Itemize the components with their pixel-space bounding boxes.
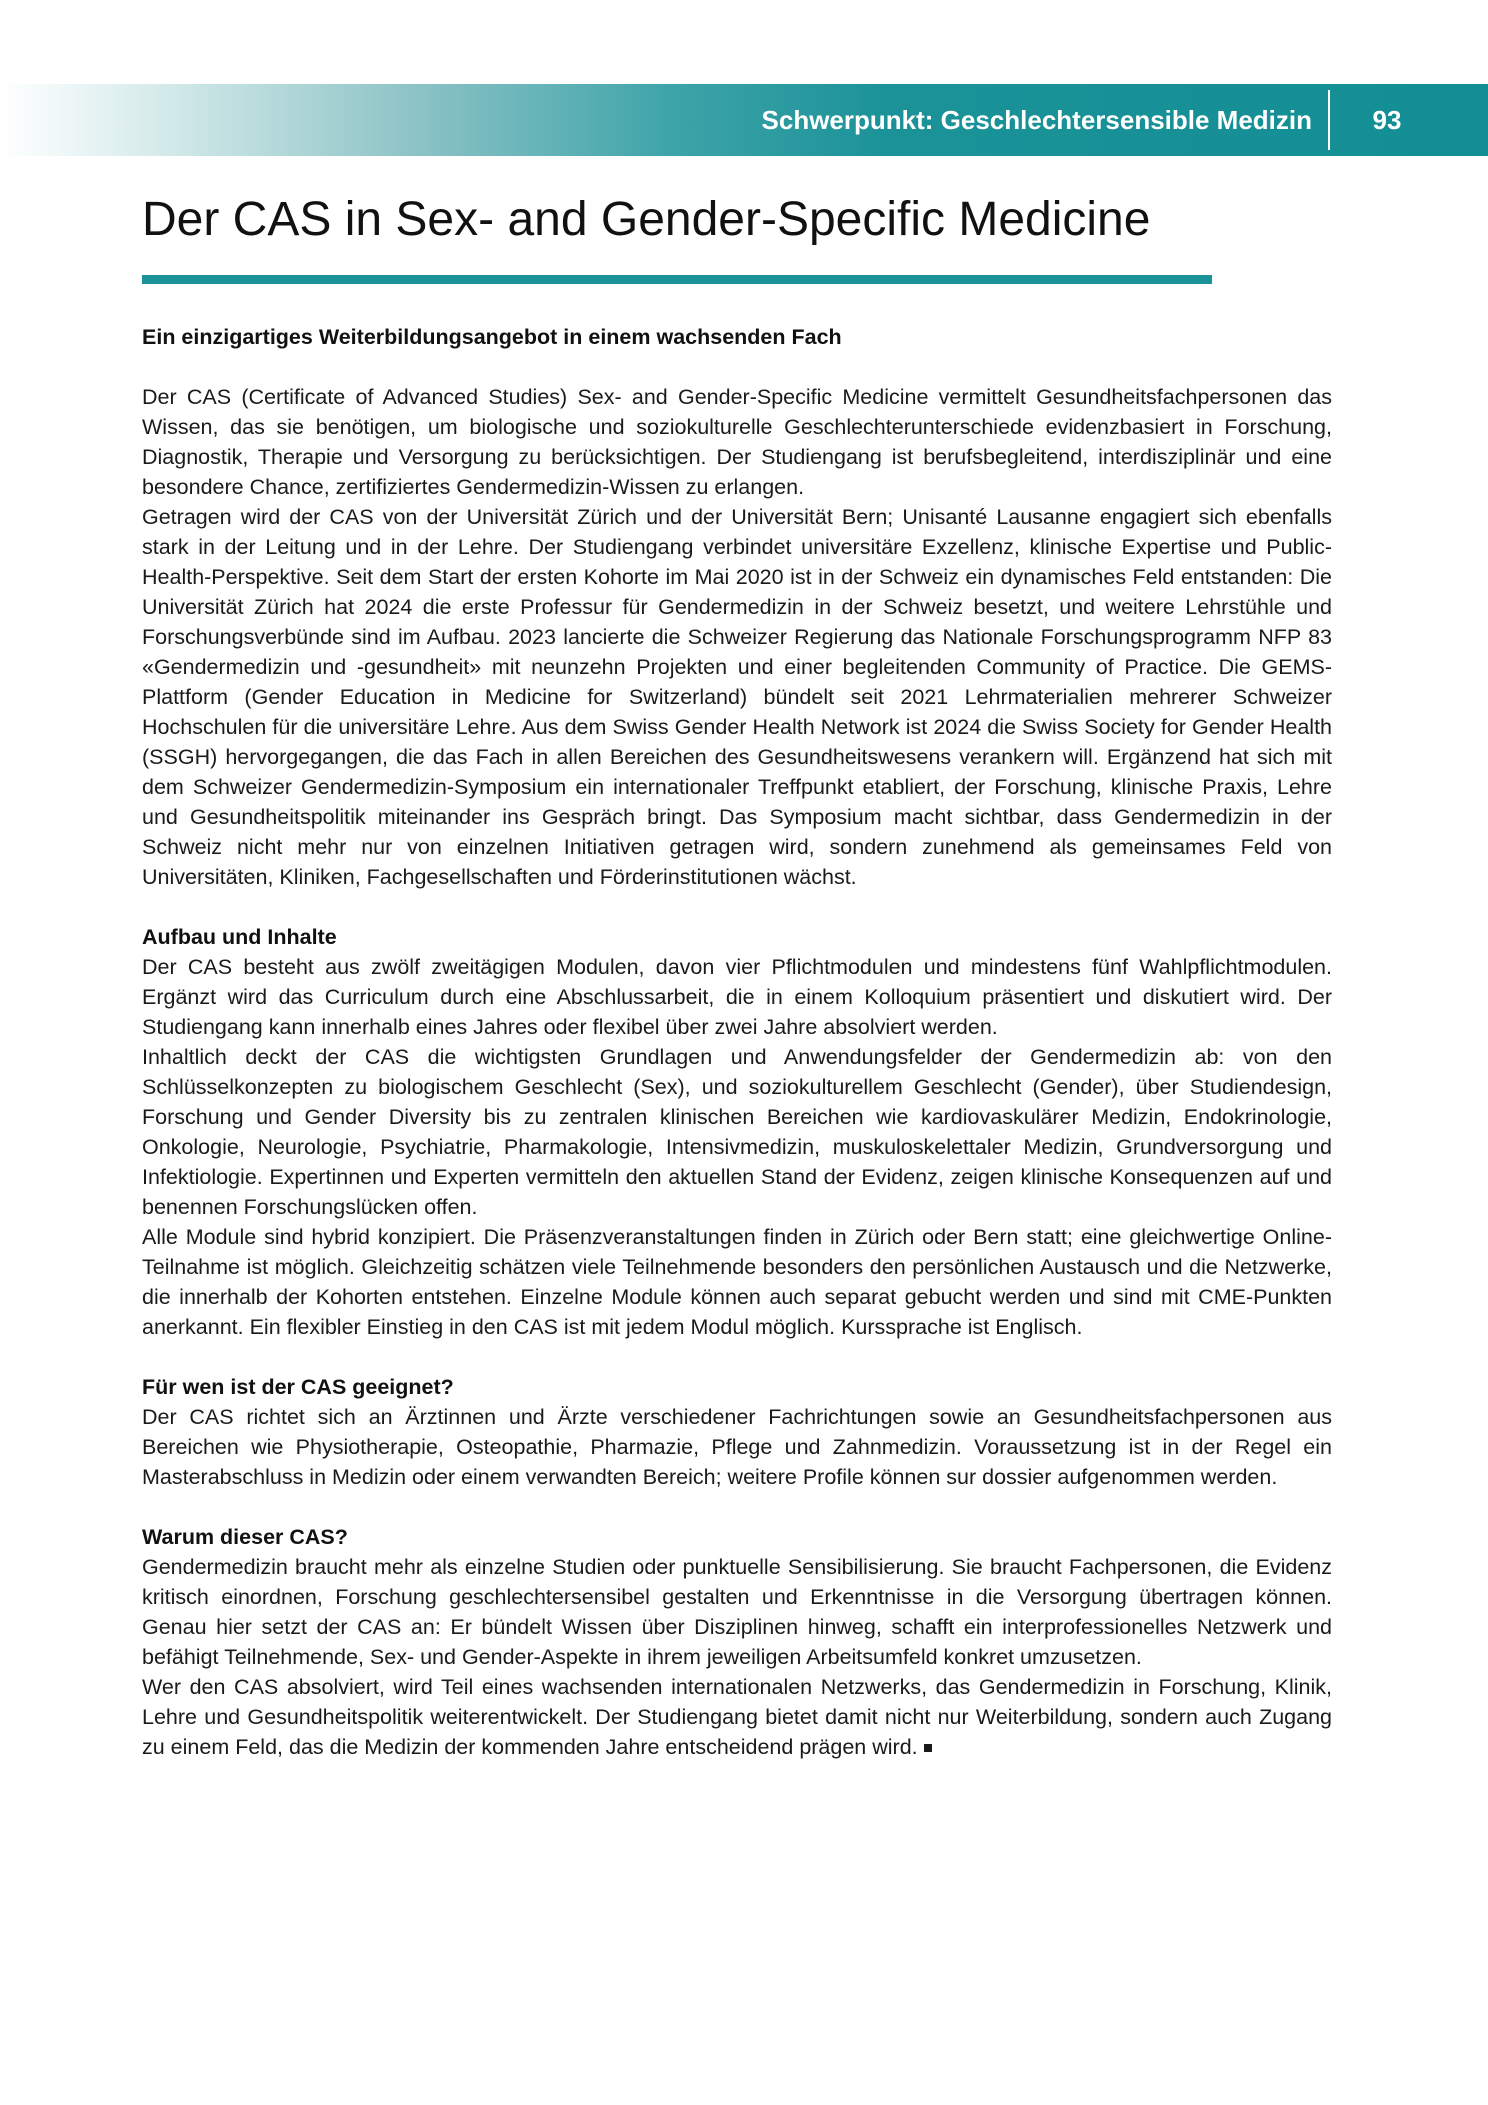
article-title: Der CAS in Sex- and Gender-Specific Medicine (142, 193, 1151, 246)
article-subtitle: Ein einzigartiges Weiterbildungsangebot in einem wachsenden Fach (142, 325, 842, 349)
section-heading-aufbau: Aufbau und Inhalte (142, 925, 337, 949)
section-paragraph: Der CAS richtet sich an Ärztinnen und Ärzte verschiedener Fachrichtungen sowie an Gesundheitsfachpersonen aus Bereichen wie Physiotherapie, Osteopathie, Pharmazie, Pflege und Zahnmedizin. Voraussetzung ist in der Regel ein Masterabschluss in Medizin oder einem verwandten Bereich; weitere Profile können sur dossier aufgenommen werden. (142, 1405, 1332, 1489)
end-square-icon (924, 1744, 932, 1752)
final-text: Wer den CAS absolviert, wird Teil eines wachsenden internationalen Netzwerks, das Gendermedizin in Forschung, Klinik, Lehre und Gesundheitspolitik weiterentwickelt. Der Studiengang bietet damit nicht nur Weiterbildung, sondern auch Zugang zu einem Feld, das die Medizin der kommenden Jahre entscheidend prägen wird. (142, 1675, 1332, 1759)
title-underline (142, 275, 1212, 284)
page-number: 93 (1372, 105, 1402, 135)
section-heading-zielgruppe: Für wen ist der CAS geeignet? (142, 1375, 454, 1399)
section-paragraph: Inhaltlich deckt der CAS die wichtigsten Grundlagen und Anwendungsfelder der Gendermedizin ab: von den Schlüsselkonzepten zu biologischem Geschlecht (Sex), und soziokulturellem Geschlecht (Gender), über Studiendesign, Forschung und Gender Diversity bis zu zentralen klinischen Bereichen wie kardiovaskulärer Medizin, Endokrinologie, Onkologie, Neurologie, Psychiatrie, Pharmakologie, Intensivmedizin, muskuloskelettaler Medizin, Grundversorgung und Infektiologie. Expertinnen und Experten vermitteln den aktuellen Stand der Evidenz, zeigen klinische Konsequenzen auf und benennen Forschungslücken offen. (142, 1045, 1332, 1219)
section-title: Schwerpunkt: Geschlechtersensible Medizin (761, 105, 1312, 135)
section-paragraph: Gendermedizin braucht mehr als einzelne Studien oder punktuelle Sensibilisierung. Sie braucht Fachpersonen, die Evidenz kritisch einordnen, Forschung geschlechtersensibel gestalten und Erkenntnisse in die Versorgung übertragen können. Genau hier setzt der CAS an: Er bündelt Wissen über Disziplinen hinweg, schafft ein interprofessionelles Netzwerk und befähigt Teilnehmende, Sex- und Gender-Aspekte in ihrem jeweiligen Arbeitsumfeld konkret umzusetzen. (142, 1555, 1332, 1669)
section-paragraph: Alle Module sind hybrid konzipiert. Die Präsenzveranstaltungen finden in Zürich oder Bern statt; eine gleichwertige Online-Teilnahme ist möglich. Gleichzeitig schätzen viele Teilnehmende besonders den persönlichen Austausch und die Netzwerke, die innerhalb der Kohorten entstehen. Einzelne Module können auch separat gebucht werden und sind mit CME-Punkten anerkannt. Ein flexibler Einstieg in den CAS ist mit jedem Modul möglich. Kurssprache ist Englisch. (142, 1225, 1332, 1339)
spacer (142, 352, 1332, 382)
intro-paragraph: Getragen wird der CAS von der Universität Zürich und der Universität Bern; Unisanté Lausanne engagiert sich ebenfalls stark in der Leitung und in der Lehre. Der Studiengang verbindet universitäre Exzellenz, klinische Expertise und Public-Health-Perspektive. Seit dem Start der ersten Kohorte im Mai 2020 ist in der Schweiz ein dynamisches Feld entstanden: Die Universität Zürich hat 2024 die erste Professur für Gendermedizin in der Schweiz besetzt, und weitere Lehrstühle und Forschungsverbünde sind im Aufbau. 2023 lancierte die Schweizer Regierung das Nationale Forschungsprogramm NFP 83 «Gendermedizin und -gesundheit» mit neunzehn Projekten und einer begleitenden Community of Practice. Die GEMS-Plattform (Gender Education in Medicine for Switzerland) bündelt seit 2021 Lehrmaterialien mehrerer Schweizer Hochschulen für die universitäre Lehre. Aus dem Swiss Gender Health Network ist 2024 die Swiss Society for Gender Health (SSGH) hervorgegangen, die das Fach in allen Bereichen des Gesundheitswesens verankern will. Ergänzend hat sich mit dem Schweizer Gendermedizin-Symposium ein internationaler Treffpunkt etabliert, der Forschung, klinische Praxis, Lehre und Gesundheitspolitik miteinander ins Gespräch bringt. Das Symposium macht sichtbar, dass Gendermedizin in der Schweiz nicht mehr nur von einzelnen Initiativen getragen wird, sondern zunehmend als gemeinsames Feld von Universitäten, Kliniken, Fachgesellschaften und Förderinstitutionen wächst. (142, 505, 1332, 889)
spacer (142, 892, 1332, 922)
section-heading-warum: Warum dieser CAS? (142, 1525, 348, 1549)
section-paragraph-final (142, 1672, 1332, 1762)
spacer (142, 1342, 1332, 1372)
article-body (142, 322, 1332, 1762)
section-paragraph: Der CAS besteht aus zwölf zweitägigen Modulen, davon vier Pflichtmodulen und mindestens fünf Wahlpflichtmodulen. Ergänzt wird das Curriculum durch eine Abschlussarbeit, die in einem Kolloquium präsentiert und diskutiert wird. Der Studiengang kann innerhalb eines Jahres oder flexibel über zwei Jahre absolviert werden. (142, 955, 1332, 1039)
intro-paragraph: Der CAS (Certificate of Advanced Studies) Sex- and Gender-Specific Medicine vermittelt Gesundheitsfachpersonen das Wissen, das sie benötigen, um biologische und soziokulturelle Geschlechterunterschiede evidenzbasiert in Forschung, Diagnostik, Therapie und Versorgung zu berücksichtigen. Der Studiengang ist berufsbegleitend, interdisziplinär und eine besondere Chance, zertifiziertes Gendermedizin-Wissen zu erlangen. (142, 385, 1332, 499)
spacer (142, 1492, 1332, 1522)
